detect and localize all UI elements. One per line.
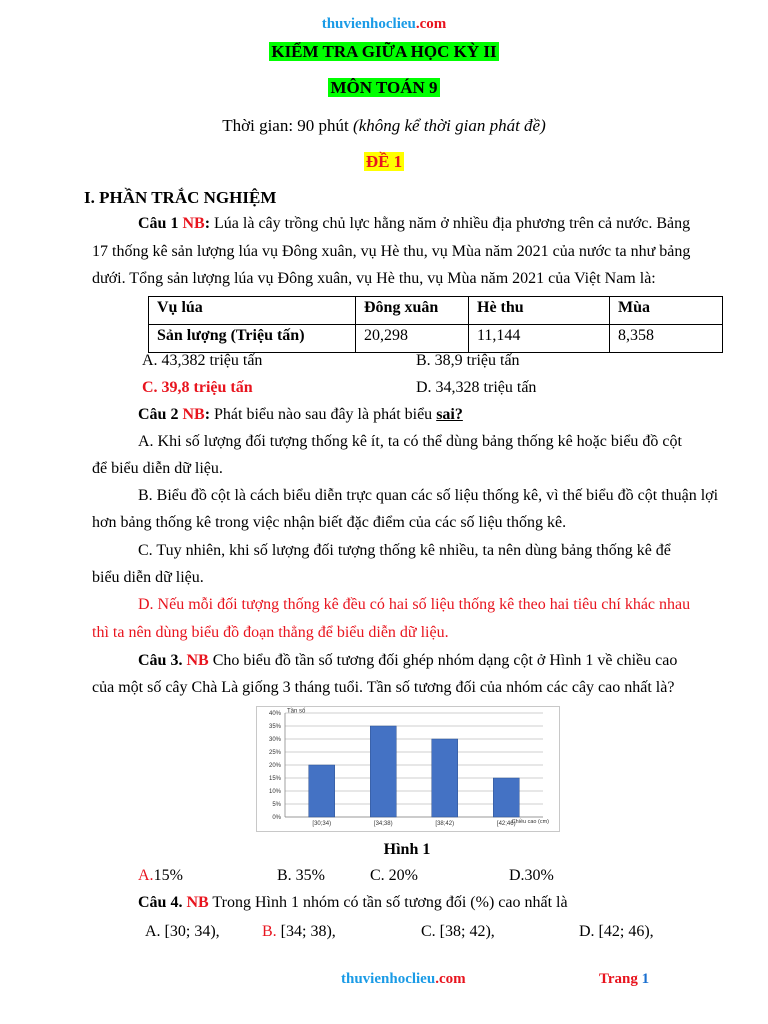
q1-option-d: D. 34,328 triệu tấn [416, 379, 537, 396]
exam-title-text: KIỂM TRA GIỮA HỌC KỲ II [271, 42, 497, 61]
q3-option-a-letter: A. [138, 867, 154, 884]
q4-option-d: D. [42; 46), [579, 923, 654, 940]
q2-keyword: sai? [436, 406, 463, 423]
table-cell: Mùa [610, 297, 723, 325]
table-header-row [149, 297, 723, 325]
q2-option-c-line2: biểu diễn dữ liệu. [92, 569, 204, 586]
x-tick-label: [42;46) [496, 821, 516, 827]
q3-option-c: C. 20% [370, 867, 418, 884]
x-tick-label: [30;34) [312, 821, 332, 827]
q2-option-d-line2: thì ta nên dùng biểu đồ đoạn thẳng để biểu diễn dữ liệu. [92, 624, 449, 641]
footer-site-name: thuvienhoclieu [341, 971, 436, 987]
q1-option-c: C. 39,8 triệu tấn [142, 379, 253, 396]
q2-option-a-line2: để biểu diễn dữ liệu. [92, 460, 223, 477]
table-cell: Sản lượng (Triệu tấn) [149, 325, 356, 353]
q3-level: NB [182, 652, 209, 669]
page-num: 1 [641, 971, 650, 987]
exam-title [0, 42, 768, 62]
q1-text1: Lúa là cây trồng chủ lực hằng năm ở nhiều địa phương trên cả nước. Bảng [210, 215, 691, 232]
q2-option-d-line1: D. Nếu mỗi đối tượng thống kê đều có hai số liệu thống kê theo hai tiêu chí khác nhau [138, 596, 691, 613]
q4-level: NB [182, 894, 209, 911]
page-label: Trang [599, 971, 642, 987]
q2-line1 [138, 406, 463, 424]
y-tick-label: 15% [268, 776, 281, 782]
q3-line2: của một số cây Chà Là giống 3 tháng tuổi. Tần số tương đối của nhóm các cây cao nhất là? [92, 679, 675, 696]
q4-line1 [138, 894, 568, 912]
q2-level: NB [182, 406, 205, 423]
bar [493, 778, 519, 817]
figure-1-chart [256, 706, 560, 832]
table-cell: 11,144 [469, 325, 610, 353]
q1-colon: : [204, 215, 211, 232]
bar-chart [257, 707, 559, 831]
y-tick-label: 0% [272, 815, 281, 821]
y-tick-label: 30% [268, 737, 281, 743]
q4-option-b [262, 923, 336, 941]
q4-label: Câu 4. [138, 894, 183, 911]
q4-option-b-letter: B. [262, 923, 277, 940]
q1-option-b: B. 38,9 triệu tấn [416, 352, 520, 369]
header-site[interactable] [0, 16, 768, 33]
table-row [149, 325, 723, 353]
bar [432, 739, 458, 817]
q3-label: Câu 3. [138, 652, 183, 669]
section-heading: I. PHẦN TRẮC NGHIỆM [84, 188, 277, 207]
site-name: thuvienhoclieu [321, 16, 416, 32]
q1-label: Câu 1 [138, 215, 179, 232]
q1-line1 [138, 215, 690, 233]
q1-line3: dưới. Tổng sản lượng lúa vụ Đông xuân, vụ Hè thu, vụ Mùa năm 2021 của Việt Nam là: [92, 270, 656, 287]
exam-code [0, 152, 768, 172]
bar [370, 726, 396, 817]
x-tick-label: [34;38) [373, 821, 393, 827]
y-tick-label: 5% [272, 802, 281, 808]
q2-colon: : [204, 406, 211, 423]
bar [309, 765, 335, 817]
y-tick-label: 25% [268, 750, 281, 756]
y-tick-label: 10% [268, 789, 281, 795]
q4-option-a: A. [30; 34), [145, 923, 220, 940]
x-tick-label: [38;42) [435, 821, 455, 827]
x-axis-label: Chiều cao (cm) [511, 819, 549, 825]
exam-code-text: ĐỀ 1 [365, 152, 403, 171]
table-cell: 8,358 [610, 325, 723, 353]
y-axis-label: Tần số [287, 708, 306, 715]
q2-label: Câu 2 [138, 406, 179, 423]
q1-level: NB [182, 215, 205, 232]
y-tick-label: 40% [268, 711, 281, 717]
figure-caption: Hình 1 [383, 841, 431, 858]
q1-table [148, 296, 723, 353]
q2-option-a-line1: A. Khi số lượng đối tượng thống kê ít, ta có thể dùng bảng thống kê hoặc biểu đồ cột [138, 433, 682, 450]
q3-option-d: D.30% [509, 867, 554, 884]
time-note: (không kể thời gian phát đề) [353, 116, 546, 135]
q1-line2: 17 thống kê sản lượng lúa vụ Đông xuân, vụ Hè thu, vụ Mùa năm 2021 của nước ta như bảng [92, 243, 691, 260]
q2-text: Phát biểu nào sau đây là phát biểu [210, 406, 437, 423]
q4-option-b-text: [34; 38), [276, 923, 336, 940]
table-cell: Hè thu [469, 297, 610, 325]
footer-site[interactable] [341, 971, 466, 988]
q3-option-b: B. 35% [277, 867, 325, 884]
table-cell: 20,298 [356, 325, 469, 353]
q3-option-a-text: 15% [153, 867, 183, 884]
q3-text1: Cho biểu đồ tần số tương đối ghép nhóm dạng cột ở Hình 1 về chiều cao [208, 652, 678, 669]
q3-line1 [138, 652, 677, 670]
time-label: Thời gian: 90 phút [222, 116, 354, 135]
q2-option-c-line1: C. Tuy nhiên, khi số lượng đối tượng thống kê nhiều, ta nên dùng bảng thống kê để [138, 542, 671, 559]
y-tick-label: 35% [268, 724, 281, 730]
time-line [0, 116, 768, 136]
q2-option-b-line2: hơn bảng thống kê trong việc nhận biết đặc điểm của các số liệu thống kê. [92, 514, 567, 531]
q2-option-b-line1: B. Biểu đồ cột là cách biểu diễn trực quan các số liệu thống kê, vì thế biểu đồ cột thuận lợi [138, 487, 719, 504]
q4-option-c: C. [38; 42), [421, 923, 495, 940]
q1-option-a: A. 43,382 triệu tấn [142, 352, 263, 369]
y-tick-label: 20% [268, 763, 281, 769]
table-cell: Đông xuân [356, 297, 469, 325]
footer-site-domain: .com [435, 971, 466, 987]
site-domain: .com [415, 16, 447, 32]
q4-text: Trong Hình 1 nhóm có tần số tương đối (%) cao nhất là [208, 894, 568, 911]
table-cell: Vụ lúa [149, 297, 356, 325]
page-number [599, 971, 649, 988]
q3-option-a [138, 867, 183, 885]
subject-title-text: MÔN TOÁN 9 [330, 78, 438, 97]
subject-title [0, 78, 768, 98]
